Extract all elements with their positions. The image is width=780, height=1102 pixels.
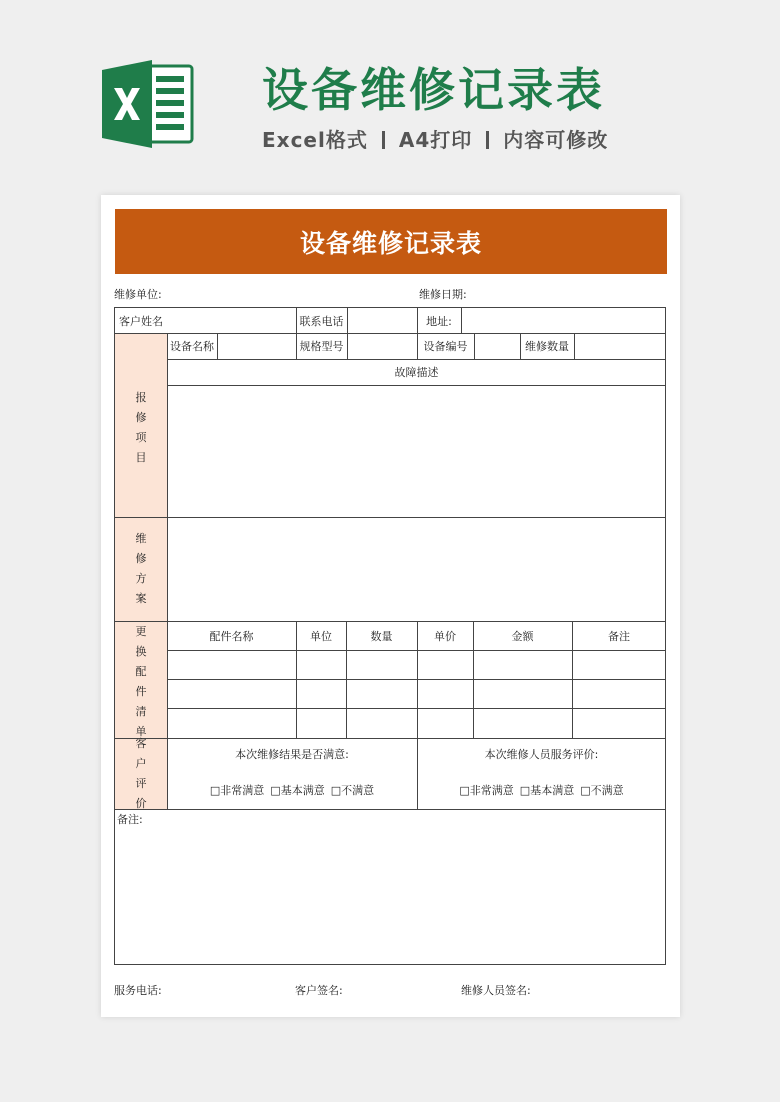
table-row[interactable] [168,709,666,738]
form-banner-title: 设备维修记录表 [115,209,667,274]
device-number-field[interactable] [475,333,520,359]
parts-col-name: 配件名称 [209,629,254,643]
customer-name-field[interactable] [168,308,296,333]
result-satisfaction-options [167,778,417,802]
checkbox-very-satisfied[interactable]: □非常满意 [459,784,514,797]
customer-eval-label: 客户评价 [135,737,147,810]
address-label: 地址: [426,314,452,328]
customer-name-label: 客户姓名 [119,314,163,328]
result-satisfaction-question: 本次维修结果是否满意: [235,748,349,761]
customer-signature-label: 客户签名: [295,984,343,997]
repair-plan-label: 维修方案 [135,532,147,605]
contact-phone-label: 联系电话 [299,314,344,328]
device-name-label: 设备名称 [170,340,214,353]
spec-model-label: 规格型号 [299,340,344,353]
checkbox-unsatisfied[interactable]: □不满意 [580,784,624,797]
table-row[interactable] [168,651,666,679]
checkbox-basically-satisfied[interactable]: □基本满意 [270,784,325,797]
address-field[interactable] [462,308,666,333]
fault-description-field[interactable] [168,386,666,517]
table-row[interactable] [168,680,666,708]
parts-col-unit-price: 单价 [434,629,456,643]
remarks-field[interactable] [116,828,665,964]
separator [486,131,489,149]
device-name-field[interactable] [218,333,296,359]
parts-list-label: 更换配件清单 [135,625,147,738]
repair-unit-label: 维修单位: [114,288,162,301]
subtitle-format: Excel格式 [262,128,368,152]
repair-plan-field[interactable] [168,518,666,621]
fault-description-label: 故障描述 [394,366,439,379]
separator [382,131,385,149]
parts-col-quantity: 数量 [370,629,393,643]
service-phone-label: 服务电话: [114,984,162,997]
excel-logo-icon [100,58,196,150]
repair-quantity-field[interactable] [575,333,666,359]
service-evaluation-question: 本次维修人员服务评价: [484,748,599,761]
repair-record-table [114,307,666,965]
checkbox-unsatisfied[interactable]: □不满意 [330,784,375,797]
contact-phone-field[interactable] [348,308,417,333]
repairer-signature-label: 维修人员签名: [461,984,531,997]
remarks-label: 备注: [117,813,143,826]
checkbox-basically-satisfied[interactable]: □基本满意 [519,784,575,797]
service-evaluation-options [417,778,666,802]
repair-date-label: 维修日期: [419,288,467,301]
page-subtitle [262,124,608,153]
repair-quantity-label: 维修数量 [525,340,569,353]
device-number-label: 设备编号 [423,340,468,353]
subtitle-editable: 内容可修改 [503,128,609,152]
parts-col-remark: 备注 [608,629,630,643]
checkbox-very-satisfied[interactable]: □非常满意 [209,784,265,797]
parts-col-amount: 金额 [511,629,534,643]
page-title: 设备维修记录表 [262,63,605,117]
spec-model-field[interactable] [348,333,417,359]
form-paper [101,195,680,1017]
subtitle-print: A4打印 [398,128,473,152]
report-items-label: 报修项目 [135,391,147,464]
parts-col-unit: 单位 [310,629,332,643]
